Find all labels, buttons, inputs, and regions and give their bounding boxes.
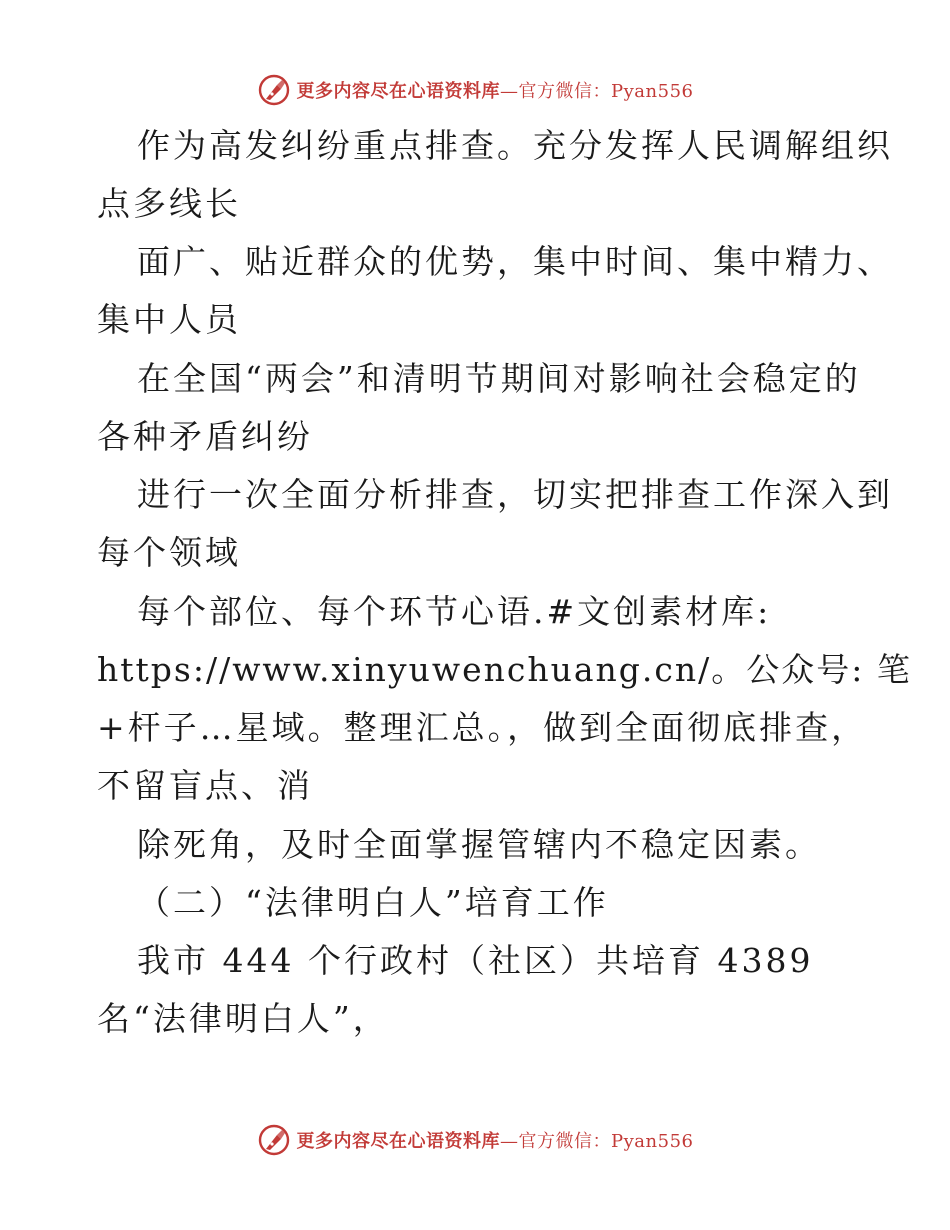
watermark-wechat: 官方微信：Pyan556 (518, 1131, 694, 1152)
watermark-brand: 更多内容尽在心语资料库 (296, 1131, 501, 1152)
header-watermark (0, 72, 950, 108)
watermark-brand: 更多内容尽在心语资料库 (296, 81, 501, 102)
watermark-dash: — (500, 81, 519, 102)
paragraph-line: 在全国“两会”和清明节期间对影响社会稳定的 (137, 359, 861, 398)
paragraph-line: 点多线长 (97, 184, 241, 223)
pen-nib-logo-icon (257, 73, 291, 107)
paragraph-line: 各种矛盾纠纷 (97, 417, 313, 456)
pen-nib-logo-icon (257, 1123, 291, 1157)
paragraph-line: https://www.xinyuwenchuang.cn/。公众号: 笔 (97, 650, 912, 689)
section-heading: （二）“法律明白人”培育工作 (137, 883, 609, 922)
paragraph-line: 每个领域 (97, 533, 241, 572)
paragraph-line: 作为高发纠纷重点排查。充分发挥人民调解组织 (137, 126, 893, 165)
paragraph-line: 我市 444 个行政村（社区）共培育 4389 (137, 941, 814, 980)
paragraph-line: 集中人员 (97, 300, 241, 339)
paragraph-line: 不留盲点、消 (97, 766, 313, 805)
watermark-dash: — (500, 1131, 519, 1152)
paragraph-line: +杆子…星域。整理汇总。，做到全面彻底排查， (97, 708, 868, 747)
paragraph-line: 名“法律明白人”， (97, 999, 389, 1038)
watermark-text (297, 1127, 694, 1153)
footer-watermark (0, 1122, 950, 1158)
paragraph-line: 每个部位、每个环节心语.#文创素材库: (137, 592, 772, 631)
watermark-text (297, 77, 694, 103)
paragraph-line: 进行一次全面分析排查，切实把排查工作深入到 (137, 475, 893, 514)
paragraph-line: 面广、贴近群众的优势，集中时间、集中精力、 (137, 242, 893, 281)
paragraph-line: 除死角，及时全面掌握管辖内不稳定因素。 (137, 825, 821, 864)
watermark-wechat: 官方微信：Pyan556 (518, 81, 694, 102)
